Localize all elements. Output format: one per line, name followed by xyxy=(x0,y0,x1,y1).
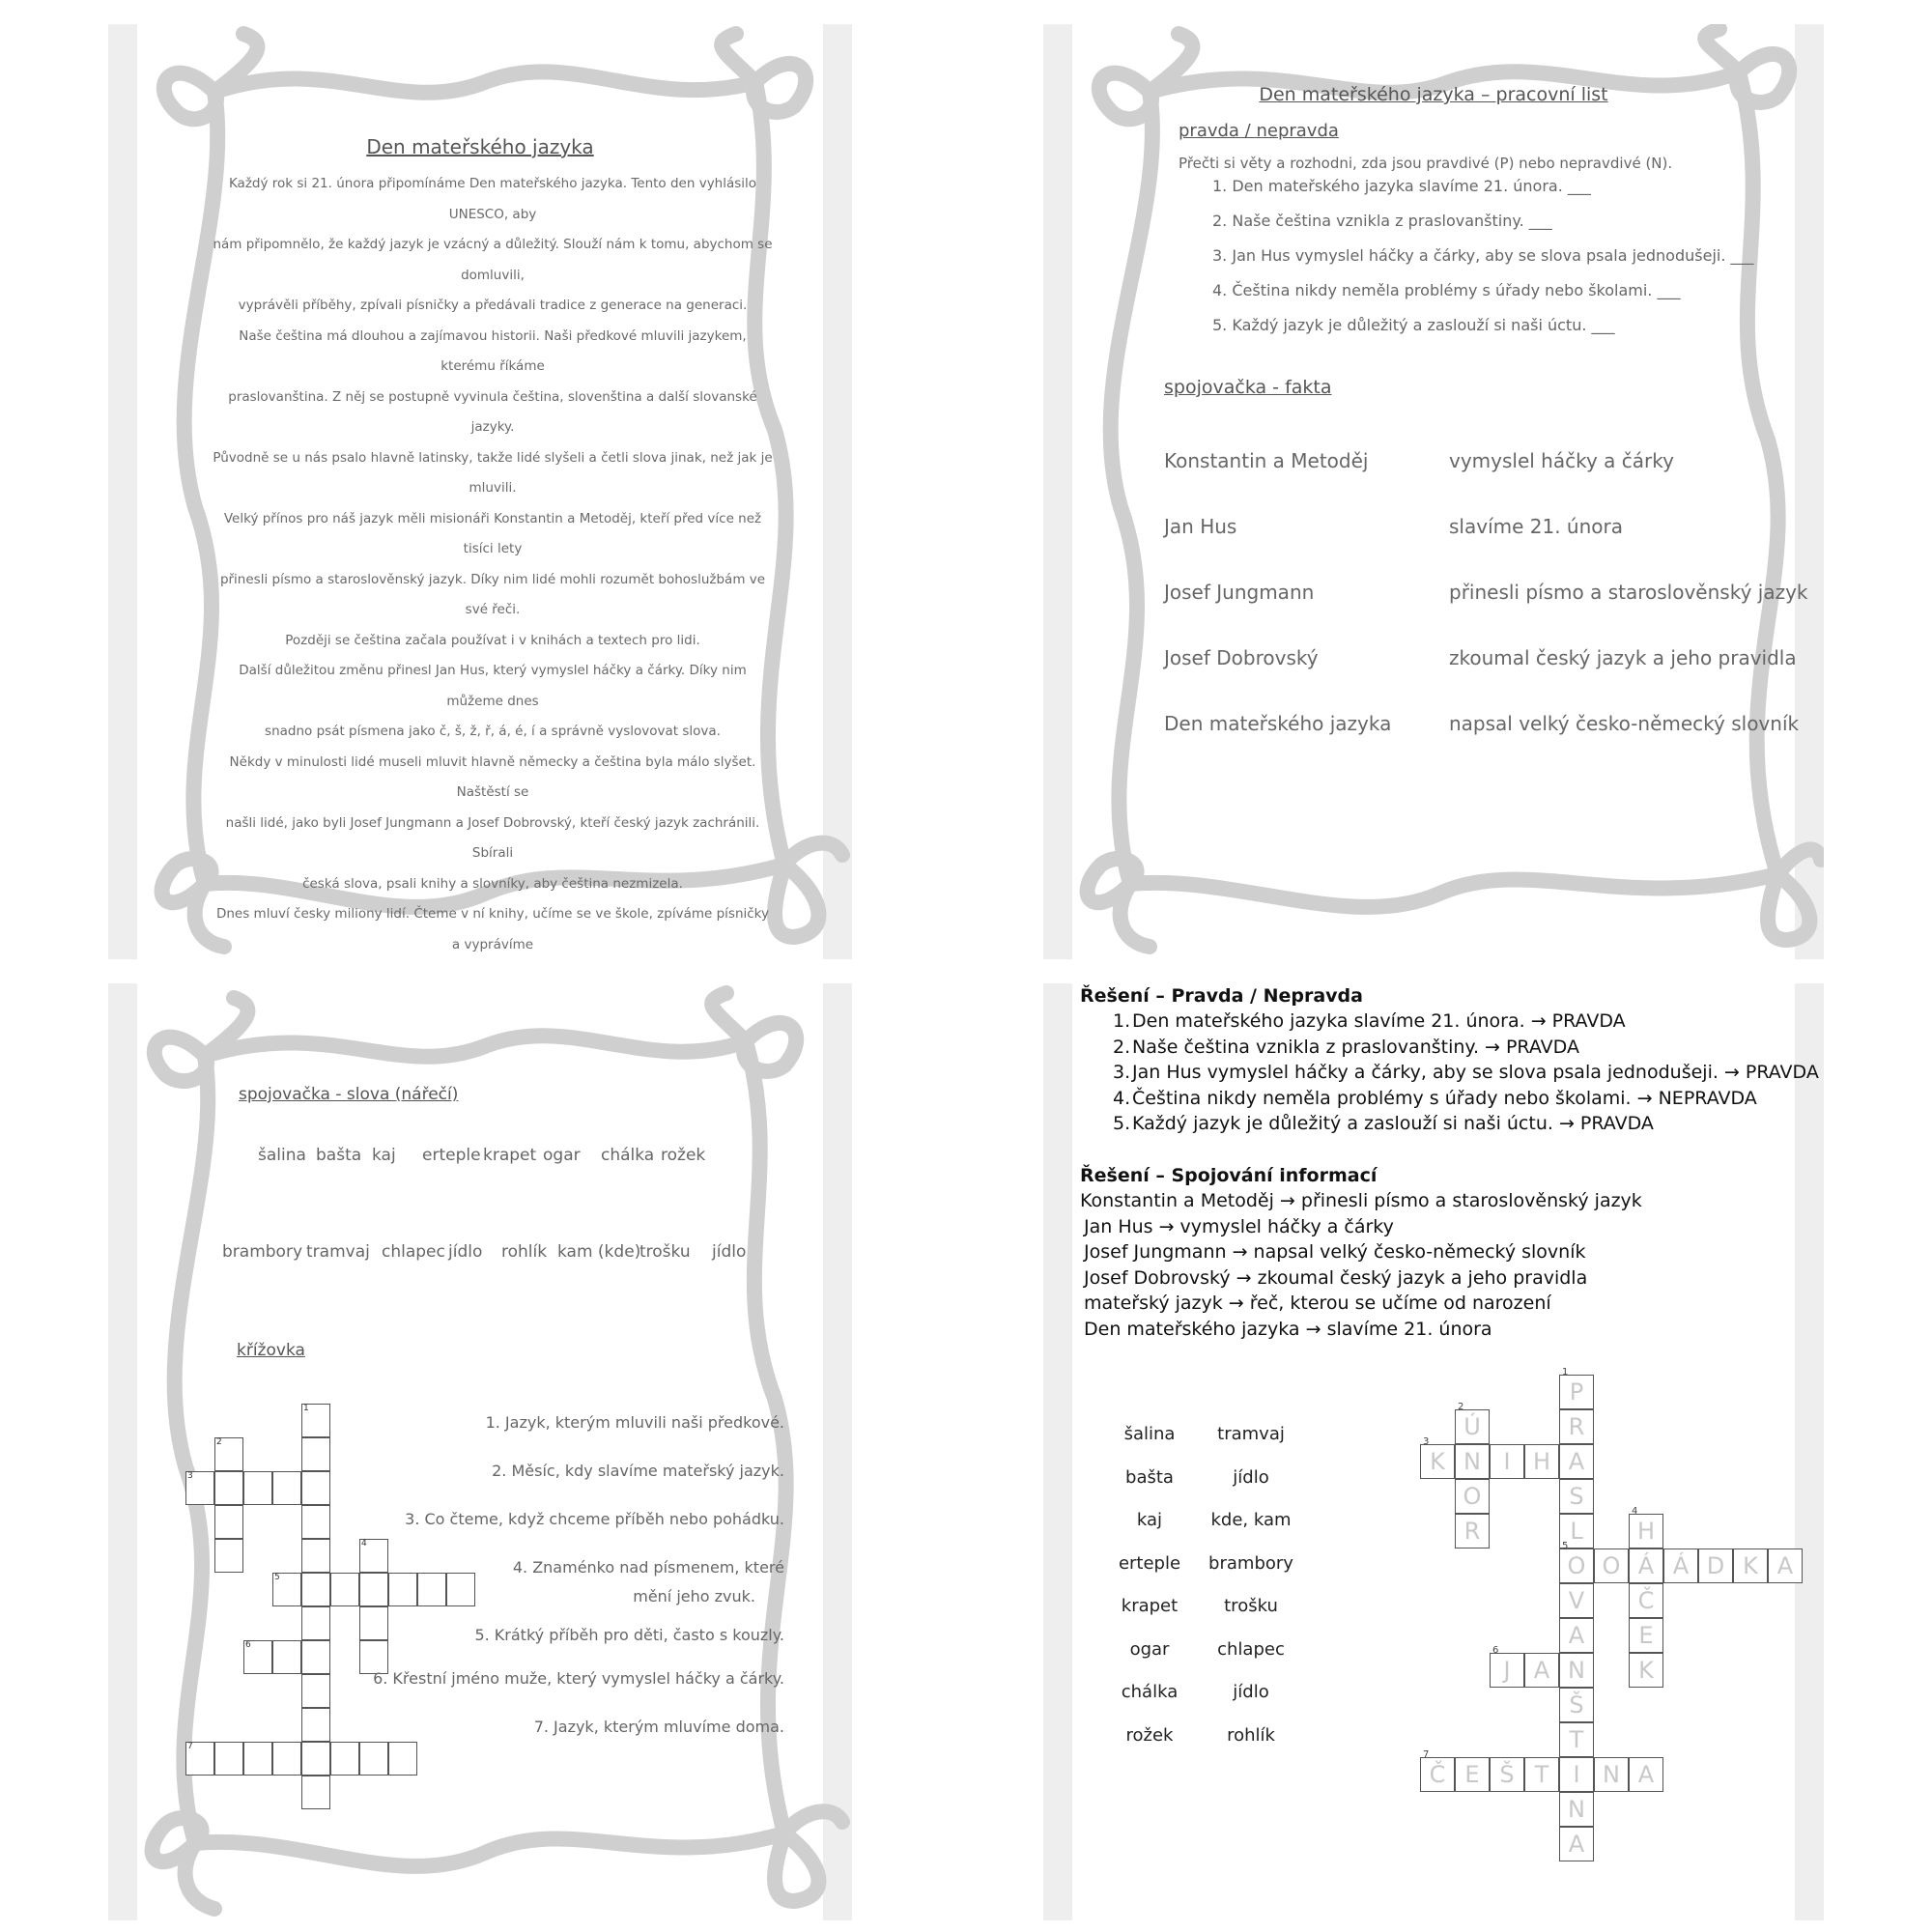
crossword-solution-cell: L xyxy=(1559,1514,1594,1548)
text-line: praslovanština. Z něj se postupně vyvinula čeština, slovenština a další slovanské jazyky. xyxy=(228,388,757,435)
worksheet-page-exercises xyxy=(1043,24,1824,959)
item-number: 5. xyxy=(1113,1113,1131,1134)
match-left-item[interactable]: Josef Dobrovský xyxy=(1164,646,1319,669)
tf-solution-item xyxy=(1113,1086,1757,1112)
item-number: 3. xyxy=(1113,1062,1131,1083)
match-left-item[interactable]: Jan Hus xyxy=(1164,515,1237,538)
dialect-word[interactable]: kaj xyxy=(372,1146,396,1165)
clue-number: 2 xyxy=(1458,1402,1464,1412)
crossword-clue: 1. Jazyk, kterým mluvili naši předkové. xyxy=(485,1413,784,1432)
dialect-word[interactable]: bašta xyxy=(316,1146,362,1165)
crossword-cell[interactable] xyxy=(301,1640,330,1674)
match-right-item[interactable]: zkoumal český jazyk a jeho pravidla xyxy=(1449,646,1797,669)
crossword-solution-cell: H 4 xyxy=(1629,1514,1663,1548)
clue-number: 6 xyxy=(245,1640,251,1650)
clue-number: 3 xyxy=(1423,1436,1430,1447)
crossword-cell[interactable] xyxy=(301,1742,330,1776)
text-line: Původně se u nás psalo hlavně latinsky, takže lidé slyšeli a četli slova jinak, než jak je mluvili. xyxy=(213,449,773,496)
crossword-solution-cell: I xyxy=(1490,1444,1524,1479)
clue-number: 5 xyxy=(1562,1541,1569,1551)
clue-number: 5 xyxy=(274,1573,280,1582)
crossword-cell[interactable] xyxy=(272,1471,301,1505)
crossword-cell[interactable] xyxy=(243,1640,272,1674)
dialect-solution-right: brambory xyxy=(1208,1552,1293,1574)
true-false-heading: pravda / nepravda xyxy=(1179,121,1339,141)
dialect-word[interactable]: šalina xyxy=(258,1146,306,1165)
dialect-word[interactable]: erteple xyxy=(422,1146,481,1165)
dialect-solution-left: ogar xyxy=(1129,1638,1170,1660)
crossword-solution-cell: O xyxy=(1455,1479,1490,1514)
clue-number: 6 xyxy=(1492,1645,1499,1656)
standard-word[interactable]: trošku xyxy=(639,1242,691,1262)
crossword-cell[interactable] xyxy=(272,1640,301,1674)
tf-solution-item xyxy=(1113,1060,1819,1086)
crossword-solution-cell: K xyxy=(1629,1653,1663,1688)
crossword-solution-cell: T xyxy=(1524,1757,1559,1792)
text-line: našli lidé, jako byli Josef Jungmann a Josef Dobrovský, kteří český jazyk zachránili. Sbírali xyxy=(225,814,760,861)
true-false-item: 1. Den mateřského jazyka slavíme 21. února. ___ xyxy=(1212,177,1591,195)
true-false-item: 3. Jan Hus vymyslel háčky a čárky, aby se slova psala jednodušeji. ___ xyxy=(1212,246,1754,265)
match-right-item[interactable]: vymyslel háčky a čárky xyxy=(1449,449,1674,472)
crossword-solution-cell: I xyxy=(1559,1757,1594,1792)
crossword-cell[interactable] xyxy=(301,1505,330,1539)
crossword-cell[interactable] xyxy=(301,1776,330,1809)
match-solution-item: Josef Dobrovský → zkoumal český jazyk a jeho pravidla xyxy=(1084,1266,1588,1289)
crossword-solution-cell: A xyxy=(1559,1444,1594,1479)
standard-word[interactable]: jídlo xyxy=(448,1242,483,1262)
crossword-clue: 2. Měsíc, kdy slavíme mateřský jazyk. xyxy=(492,1462,784,1480)
match-solution-item: Den mateřského jazyka → slavíme 21. února xyxy=(1084,1318,1492,1340)
crossword-solution-cell: A xyxy=(1768,1548,1803,1583)
page-edge-strip xyxy=(1043,983,1072,1920)
crossword-solution-cell: T xyxy=(1559,1722,1594,1757)
text-line: Naše čeština má dlouhou a zajímavou historii. Naši předkové mluvili jazykem, kterému říkáme xyxy=(239,327,747,374)
text-line: Dnes mluví česky miliony lidí. Čteme v ní knihy, učíme se ve škole, zpíváme písničky a vyprávíme xyxy=(215,906,770,952)
crossword-cell[interactable] xyxy=(330,1573,359,1606)
solutions-page xyxy=(1043,983,1824,1920)
crossword-cell[interactable] xyxy=(388,1742,417,1776)
crossword-cell[interactable] xyxy=(301,1674,330,1708)
standard-word[interactable]: jídlo xyxy=(712,1242,747,1262)
crossword-cell[interactable] xyxy=(301,1437,330,1471)
crossword-cell[interactable] xyxy=(359,1573,388,1606)
dialect-solution-right: kde, kam xyxy=(1210,1510,1292,1530)
crossword-solution-cell: O 5 xyxy=(1559,1548,1594,1583)
crossword-solution-cell: Š xyxy=(1559,1688,1594,1722)
crossword-solution-cell: R xyxy=(1559,1409,1594,1444)
true-false-instruction: Přečti si věty a rozhodni, zda jsou pravdivé (P) nebo nepravdivé (N). xyxy=(1179,155,1673,172)
text-line: snadno psát písmena jako č, š, ž, ř, á, é, í a správně vyslovovat slova. xyxy=(265,724,721,739)
crossword-cell[interactable] xyxy=(214,1742,243,1776)
crossword-cell[interactable] xyxy=(272,1742,301,1776)
clue-number: 4 xyxy=(1632,1506,1638,1517)
solution-text: Čeština nikdy neměla problémy s úřady nebo školami. → NEPRAVDA xyxy=(1132,1087,1757,1109)
reading-text xyxy=(213,169,773,959)
solution-text: Každý jazyk je důležitý a zaslouží si naši úctu. → PRAVDA xyxy=(1132,1113,1654,1134)
crossword-solution-cell: S xyxy=(1559,1479,1594,1514)
text-line: Další důležitou změnu přinesl Jan Hus, který vymyslel háčky a čárky. Díky nim můžeme dnes xyxy=(239,663,747,709)
crossword-solution-cell: P 1 xyxy=(1559,1375,1594,1409)
crossword-cell[interactable] xyxy=(214,1505,243,1539)
crossword-solution-cell: N xyxy=(1559,1653,1594,1688)
crossword-clue: mění jeho zvuk. xyxy=(633,1587,755,1605)
crossword-solution-cell: J 6 xyxy=(1490,1653,1524,1688)
match-solution-item: Konstantin a Metoděj → přinesli písmo a staroslověnský jazyk xyxy=(1080,1190,1642,1211)
tf-solution-heading: Řešení – Pravda / Nepravda xyxy=(1080,985,1363,1007)
item-number: 4. xyxy=(1113,1087,1131,1109)
standard-word[interactable]: tramvaj xyxy=(306,1242,370,1262)
dialect-solution-left: krapet xyxy=(1121,1596,1179,1616)
crossword-solution-cell: Č xyxy=(1629,1583,1663,1618)
crossword-cell[interactable] xyxy=(214,1471,243,1505)
tf-solution-item xyxy=(1113,1009,1626,1035)
crossword-cell[interactable] xyxy=(446,1573,475,1606)
crossword-solution-cell: R xyxy=(1455,1514,1490,1548)
page-title: Den mateřského jazyka xyxy=(366,135,594,158)
crossword-solution-cell: Ú 2 xyxy=(1455,1409,1490,1444)
dialect-solution-left: bašta xyxy=(1125,1466,1174,1488)
crossword-solution-cell: N xyxy=(1594,1757,1629,1792)
crossword-cell[interactable] xyxy=(417,1573,446,1606)
match-right-item[interactable]: přinesli písmo a staroslověnský jazyk xyxy=(1449,581,1808,604)
crossword-solution-cell: V xyxy=(1559,1583,1594,1618)
text-line: Později se čeština začala používat i v knihách a textech pro lidi. xyxy=(285,632,700,648)
standard-word[interactable]: rohlík xyxy=(501,1242,548,1262)
crossword-solution-cell: Č 7 xyxy=(1420,1757,1455,1792)
crossword-solution-cell: E xyxy=(1629,1618,1663,1653)
solution-text: Jan Hus vymyslel háčky a čárky, aby se slova psala jednodušeji. → PRAVDA xyxy=(1132,1062,1819,1083)
crossword-cell[interactable] xyxy=(214,1539,243,1573)
match-solution-item: Josef Jungmann → napsal velký česko-německý slovník xyxy=(1084,1241,1586,1263)
crossword-solution-cell: H xyxy=(1524,1444,1559,1479)
crossword-solution-cell: A xyxy=(1629,1757,1663,1792)
tf-solution-item xyxy=(1113,1111,1654,1137)
crossword-cell[interactable] xyxy=(301,1573,330,1606)
dialect-words-heading: spojovačka - slova (nářečí) xyxy=(239,1085,459,1104)
text-line: vyprávěli příběhy, zpívali písničky a předávali tradice z generace na generaci. xyxy=(238,298,748,313)
crossword-cell[interactable] xyxy=(214,1437,243,1471)
crossword-solution-cell: A xyxy=(1559,1827,1594,1861)
crossword-solution-cell: Á xyxy=(1629,1548,1663,1583)
clue-number: 1 xyxy=(303,1404,309,1413)
crossword-cell[interactable] xyxy=(359,1539,388,1573)
clue-number: 7 xyxy=(187,1742,193,1751)
item-number: 2. xyxy=(1113,1036,1131,1058)
crossword-cell[interactable] xyxy=(359,1606,388,1640)
dialect-solution-right: trošku xyxy=(1224,1596,1278,1616)
item-number: 1. xyxy=(1113,1010,1131,1032)
standard-word[interactable]: brambory xyxy=(222,1242,302,1262)
dialect-word[interactable]: chálka xyxy=(601,1146,655,1165)
match-right-item[interactable]: slavíme 21. února xyxy=(1449,515,1623,538)
dialect-word[interactable]: ogar xyxy=(543,1146,581,1165)
match-left-item[interactable]: Josef Jungmann xyxy=(1164,581,1315,604)
crossword-cell[interactable] xyxy=(301,1404,330,1437)
crossword-cell[interactable] xyxy=(243,1742,272,1776)
crossword-solution-cell: N xyxy=(1455,1444,1490,1479)
crossword-solution-cell: Á xyxy=(1663,1548,1698,1583)
dialect-solution-left: šalina xyxy=(1123,1424,1176,1444)
crossword-clue: 7. Jazyk, kterým mluvíme doma. xyxy=(533,1718,784,1736)
crossword-clue: 6. Křestní jméno muže, který vymyslel háčky a čárky. xyxy=(373,1669,784,1688)
crossword-cell[interactable] xyxy=(243,1471,272,1505)
clue-number: 3 xyxy=(187,1471,193,1481)
true-false-item: 4. Čeština nikdy neměla problémy s úřady nebo školami. ___ xyxy=(1212,281,1681,299)
crossword-clue: 3. Co čteme, když chceme příběh nebo pohádku. xyxy=(405,1510,784,1528)
crossword-cell[interactable] xyxy=(301,1708,330,1742)
worksheet-page-crossword xyxy=(108,983,852,1920)
dialect-solution-right: chlapec xyxy=(1217,1638,1285,1660)
dialect-solution-right: jídlo xyxy=(1233,1466,1269,1488)
dialect-solution-left: rožek xyxy=(1125,1724,1174,1746)
crossword-cell[interactable] xyxy=(185,1471,214,1505)
dialect-solution-right: rohlík xyxy=(1227,1724,1275,1746)
true-false-item: 5. Každý jazyk je důležitý a zaslouží si naši úctu. ___ xyxy=(1212,316,1615,334)
text-line: Velký přínos pro náš jazyk měli misionáři Konstantin a Metoděj, kteří před více než tisíci lety xyxy=(223,510,762,556)
crossword-cell[interactable] xyxy=(301,1606,330,1640)
crossword-solution-cell: A xyxy=(1559,1618,1594,1653)
crossword-cell[interactable] xyxy=(359,1742,388,1776)
crossword-solution-cell: E xyxy=(1455,1757,1490,1792)
crossword-solution-cell: D xyxy=(1698,1548,1733,1583)
text-line: přinesli písmo a staroslověnský jazyk. Díky nim lidé mohli rozumět bohoslužbám ve své řeči. xyxy=(219,571,766,617)
match-right-item[interactable]: napsal velký česko-německý slovník xyxy=(1449,712,1800,735)
crossword-clue: 5. Krátký příběh pro děti, často s kouzly. xyxy=(474,1626,784,1644)
crossword-heading: křížovka xyxy=(237,1341,305,1360)
match-left-item[interactable]: Konstantin a Metoděj xyxy=(1164,449,1369,472)
tf-solution-item xyxy=(1113,1035,1579,1061)
crossword-solution-cell: K 3 xyxy=(1420,1444,1455,1479)
worksheet-title: Den mateřského jazyka – pracovní list xyxy=(1259,84,1608,105)
text-line: Každý rok si 21. února připomínáme Den mateřského jazyka. Tento den vyhlásilo UNESCO, aby xyxy=(228,176,757,222)
matching-heading: spojovačka - fakta xyxy=(1164,377,1332,398)
crossword-clue: 4. Znaménko nad písmenem, které xyxy=(512,1558,784,1577)
crossword-cell[interactable] xyxy=(185,1742,214,1776)
text-line: nám připomnělo, že každý jazyk je vzácný a důležitý. Slouží nám k tomu, abychom se domluvili, xyxy=(213,237,773,283)
text-line: Někdy v minulosti lidé museli mluvit hlavně německy a čeština byla málo slyšet. Naštěstí se xyxy=(229,753,756,800)
true-false-item: 2. Naše čeština vznikla z praslovanštiny. ___ xyxy=(1212,212,1552,230)
page-edge-strip xyxy=(1795,983,1824,1920)
clue-number: 4 xyxy=(361,1539,367,1548)
text-line: česká slova, psali knihy a slovníky, aby čeština nezmizela. xyxy=(302,875,683,892)
crossword-solution-cell: Š xyxy=(1490,1757,1524,1792)
crossword-cell[interactable] xyxy=(330,1742,359,1776)
standard-word[interactable]: chlapec xyxy=(382,1242,445,1262)
solution-text: Den mateřského jazyka slavíme 21. února. → PRAVDA xyxy=(1132,1010,1626,1032)
crossword-cell[interactable] xyxy=(272,1573,301,1606)
crossword-solution-cell: A xyxy=(1524,1653,1559,1688)
worksheet-page-reading xyxy=(108,24,852,959)
clue-number: 1 xyxy=(1562,1367,1569,1378)
dialect-word[interactable]: krapet xyxy=(483,1146,537,1165)
clue-number: 7 xyxy=(1423,1749,1430,1760)
dialect-solution-left: chálka xyxy=(1121,1682,1179,1702)
dialect-solution-left: erteple xyxy=(1118,1552,1181,1574)
dialect-solution-right: jídlo xyxy=(1233,1682,1269,1702)
crossword-solution-cell: K xyxy=(1733,1548,1768,1583)
match-solution-item: Jan Hus → vymyslel háčky a čárky xyxy=(1084,1215,1394,1237)
standard-word[interactable]: kam (kde) xyxy=(557,1242,641,1262)
match-left-item[interactable]: Den mateřského jazyka xyxy=(1164,712,1392,735)
crossword-solution-cell: N xyxy=(1559,1792,1594,1827)
dialect-solution-right: tramvaj xyxy=(1217,1424,1285,1444)
match-solution-heading: Řešení – Spojování informací xyxy=(1080,1165,1378,1186)
crossword-cell[interactable] xyxy=(301,1471,330,1505)
crossword-cell[interactable] xyxy=(388,1573,417,1606)
crossword-solution-cell: O xyxy=(1594,1548,1629,1583)
match-solution-item: mateřský jazyk → řeč, kterou se učíme od narození xyxy=(1084,1293,1551,1314)
clue-number: 2 xyxy=(216,1437,222,1447)
dialect-word[interactable]: rožek xyxy=(661,1146,706,1165)
crossword-cell[interactable] xyxy=(301,1539,330,1573)
dialect-solution-left: kaj xyxy=(1136,1510,1163,1530)
solution-text: Naše čeština vznikla z praslovanštiny. → PRAVDA xyxy=(1132,1036,1579,1058)
